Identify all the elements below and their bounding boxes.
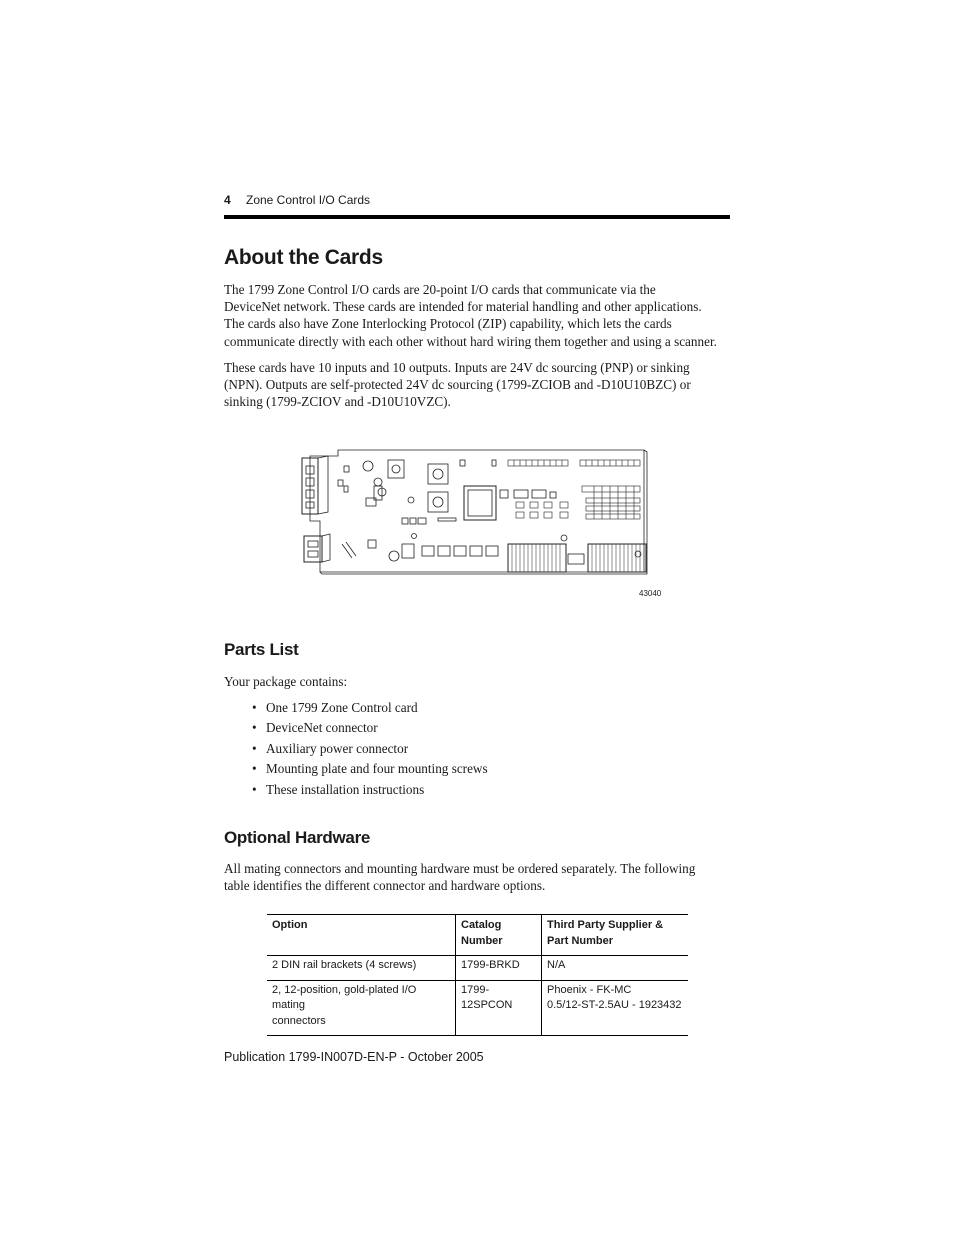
text-line: The 1799 Zone Control I/O cards are 20-point I/O cards that communicate via the [224, 282, 656, 297]
cell-text: connectors [272, 1014, 326, 1027]
io-card-illustration [298, 446, 658, 576]
bullet-icon: • [252, 720, 257, 736]
text-line: table identifies the different connector and hardware options. [224, 878, 546, 894]
table-row [267, 980, 688, 1036]
cell-catalog: 1799-BRKD [456, 956, 542, 981]
text-line: (NPN). Outputs are self-protected 24V dc sourcing (1799-ZCIOB and -D10U10BZC) or [224, 377, 691, 393]
column-header-catalog [456, 915, 542, 956]
cell-text: Phoenix - FK-MC [547, 983, 632, 996]
header-rule [224, 215, 730, 219]
text-line: These cards have 10 inputs and 10 outputs. Inputs are 24V dc sourcing (PNP) or sinking [224, 360, 690, 375]
cell-text: 2, 12-position, gold-plated I/O mating [272, 983, 417, 1011]
cell-supplier [542, 980, 689, 1036]
text-line: sinking (1799-ZCIOV and -D10U10VZC). [224, 394, 451, 410]
about-paragraph-2 [224, 359, 732, 411]
header-text: Catalog [461, 919, 502, 931]
section-heading-parts: Parts List [224, 640, 299, 659]
column-header-supplier [542, 915, 689, 956]
cell-catalog: 1799-12SPCON [456, 980, 542, 1036]
list-item [252, 699, 488, 719]
cell-text: N/A [547, 959, 566, 971]
figure-id: 43040 [639, 589, 662, 598]
header-text: Number [461, 934, 503, 947]
column-header-option [267, 915, 456, 956]
bullet-icon: • [252, 781, 257, 797]
page-number: 4 [224, 193, 231, 207]
cell-option [267, 956, 456, 981]
bullet-icon: • [252, 761, 257, 777]
header-text: Option [272, 919, 308, 931]
bullet-icon: • [252, 700, 257, 715]
text-line: communicate directly with each other without hard wiring them together and using a scanner. [224, 333, 717, 349]
parts-list [252, 699, 488, 801]
text-line: The cards also have Zone Interlocking Protocol (ZIP) capability, which lets the cards [224, 316, 672, 332]
hardware-table [267, 914, 688, 1036]
text-line: DeviceNet network. These cards are intended for material handling and other applications. [224, 299, 702, 315]
table-header-row [267, 915, 688, 956]
list-item [252, 781, 488, 801]
list-item-text: These installation instructions [266, 781, 425, 797]
hardware-paragraph [224, 860, 732, 894]
header-text: Third Party Supplier & [547, 919, 664, 931]
text-line: All mating connectors and mounting hardware must be ordered separately. The following [224, 861, 696, 876]
list-item [252, 760, 488, 780]
about-paragraph-1 [224, 281, 732, 350]
list-item-text: Mounting plate and four mounting screws [266, 761, 488, 777]
list-item-text: DeviceNet connector [266, 720, 378, 736]
publication-footer: Publication 1799-IN007D-EN-P - October 2005 [224, 1050, 484, 1064]
list-item [252, 719, 488, 739]
header-text: Part Number [547, 934, 614, 947]
cell-text: 0.5/12-ST-2.5AU - 1923432 [547, 999, 682, 1011]
table-row [267, 956, 688, 981]
section-heading-hardware: Optional Hardware [224, 828, 371, 847]
cell-text: 2 DIN rail brackets (4 screws) [272, 959, 417, 971]
list-item-text: One 1799 Zone Control card [266, 700, 418, 715]
bullet-icon: • [252, 740, 257, 756]
parts-intro: Your package contains: [224, 674, 348, 689]
cell-supplier [542, 956, 689, 981]
list-item [252, 740, 488, 760]
running-title: Zone Control I/O Cards [246, 193, 371, 207]
cell-option [267, 980, 456, 1036]
section-heading-about: About the Cards [224, 246, 383, 269]
list-item-text: Auxiliary power connector [266, 740, 409, 756]
